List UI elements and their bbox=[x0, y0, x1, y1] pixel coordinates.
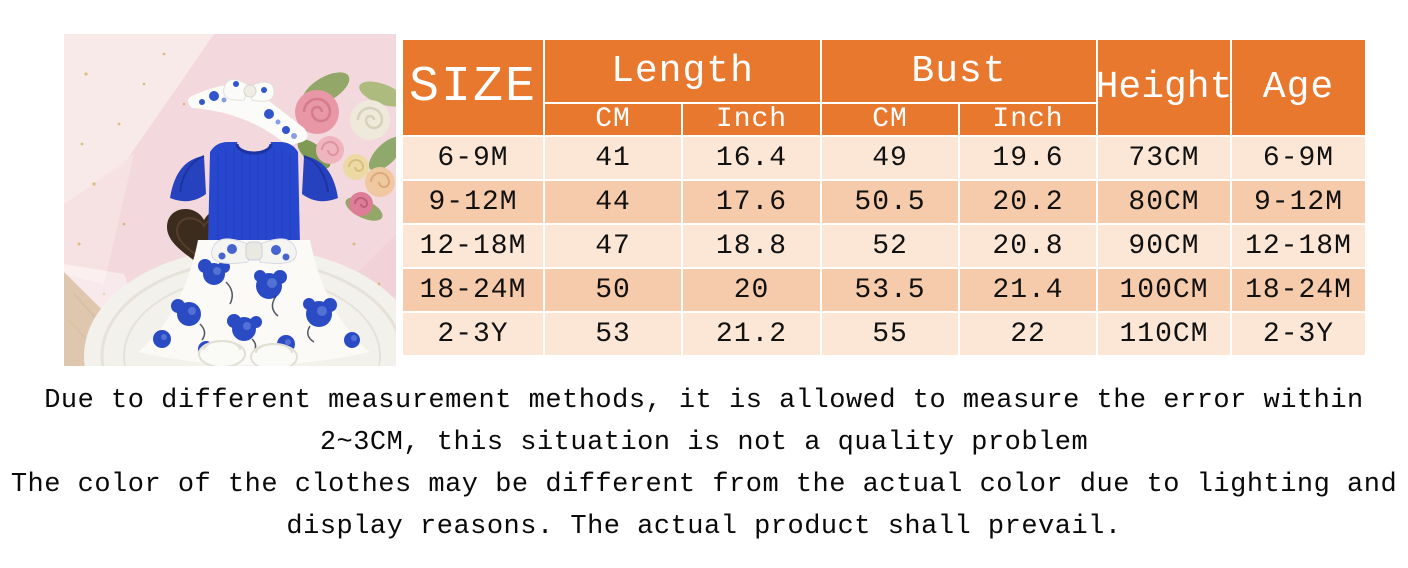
size-row-3-height: 100CM bbox=[1098, 269, 1230, 311]
disclaimer-text bbox=[0, 380, 1408, 548]
disclaimer-line-4: display reasons. The actual product shall prevail. bbox=[286, 512, 1122, 542]
size-row-0-size: 6-9M bbox=[403, 137, 543, 179]
size-row-1-size: 9-12M bbox=[403, 181, 543, 223]
size-row-4-size: 2-3Y bbox=[403, 313, 543, 355]
size-row-4-age: 2-3Y bbox=[1232, 313, 1365, 355]
header-age: Age bbox=[1232, 40, 1365, 135]
product-photo bbox=[64, 34, 396, 366]
size-row-4-length-inch: 21.2 bbox=[683, 313, 820, 355]
header-size: SIZE bbox=[403, 40, 543, 135]
size-row-1-age: 9-12M bbox=[1232, 181, 1365, 223]
waist-bow bbox=[212, 239, 297, 264]
size-row-2-size: 12-18M bbox=[403, 225, 543, 267]
size-row-3-bust-inch: 21.4 bbox=[960, 269, 1096, 311]
size-row-4-height: 110CM bbox=[1098, 313, 1230, 355]
size-row-0-length-inch: 16.4 bbox=[683, 137, 820, 179]
disclaimer-line-1: Due to different measurement methods, it is allowed to measure the error within bbox=[44, 386, 1364, 416]
size-row-1-height: 80CM bbox=[1098, 181, 1230, 223]
size-row-0-length-cm: 41 bbox=[545, 137, 681, 179]
dress-bodice bbox=[208, 142, 300, 246]
size-row-0-age: 6-9M bbox=[1232, 137, 1365, 179]
header-length-cm: CM bbox=[545, 104, 681, 135]
size-row-2-age: 12-18M bbox=[1232, 225, 1365, 267]
size-row-2-length-cm: 47 bbox=[545, 225, 681, 267]
size-row-1-length-inch: 17.6 bbox=[683, 181, 820, 223]
size-row-2-bust-cm: 52 bbox=[822, 225, 958, 267]
size-row-3-length-inch: 20 bbox=[683, 269, 820, 311]
header-height: Height bbox=[1098, 40, 1230, 135]
size-row-1-length-cm: 44 bbox=[545, 181, 681, 223]
size-row-4-bust-inch: 22 bbox=[960, 313, 1096, 355]
size-row-0-bust-cm: 49 bbox=[822, 137, 958, 179]
size-row-2-bust-inch: 20.8 bbox=[960, 225, 1096, 267]
disclaimer-line-2: 2~3CM, this situation is not a quality problem bbox=[319, 428, 1089, 458]
size-row-3-length-cm: 50 bbox=[545, 269, 681, 311]
size-row-4-length-cm: 53 bbox=[545, 313, 681, 355]
size-table bbox=[403, 40, 1365, 355]
size-row-2-height: 90CM bbox=[1098, 225, 1230, 267]
size-row-1-bust-cm: 50.5 bbox=[822, 181, 958, 223]
header-bust-inch: Inch bbox=[960, 104, 1096, 135]
product-photo-illustration bbox=[64, 34, 396, 366]
size-row-1-bust-inch: 20.2 bbox=[960, 181, 1096, 223]
header-length: Length bbox=[545, 40, 820, 102]
disclaimer-line-3: The color of the clothes may be different from the actual color due to lighting and bbox=[10, 470, 1398, 500]
size-row-2-length-inch: 18.8 bbox=[683, 225, 820, 267]
size-row-3-age: 18-24M bbox=[1232, 269, 1365, 311]
size-row-0-bust-inch: 19.6 bbox=[960, 137, 1096, 179]
size-row-0-height: 73CM bbox=[1098, 137, 1230, 179]
size-row-4-bust-cm: 55 bbox=[822, 313, 958, 355]
size-row-3-bust-cm: 53.5 bbox=[822, 269, 958, 311]
header-bust: Bust bbox=[822, 40, 1096, 102]
header-length-inch: Inch bbox=[683, 104, 820, 135]
header-bust-cm: CM bbox=[822, 104, 958, 135]
size-row-3-size: 18-24M bbox=[403, 269, 543, 311]
